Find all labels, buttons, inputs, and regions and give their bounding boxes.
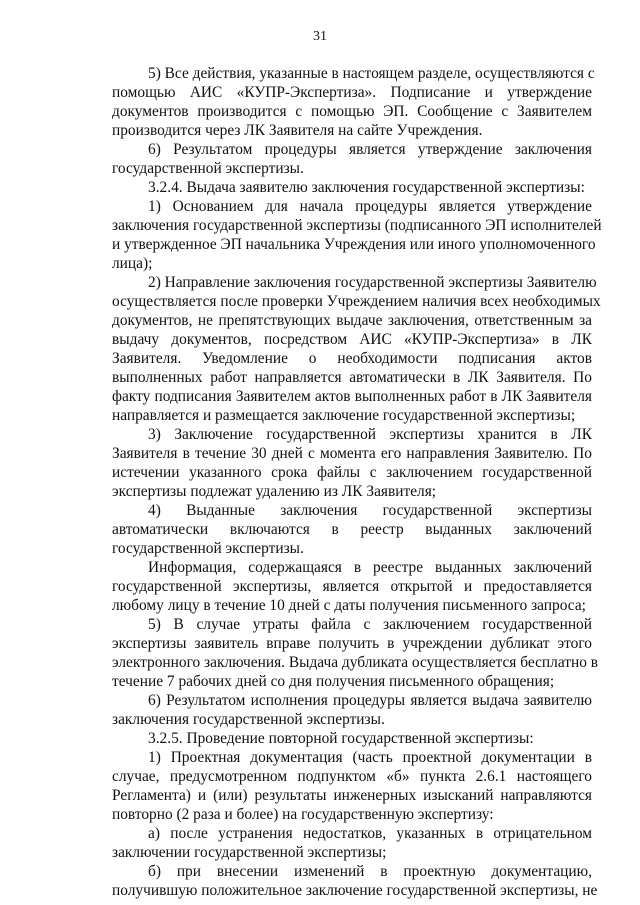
text-line: государственной экспертизы, является открытой и предоставляется [112, 578, 592, 595]
text-line: факту подписания Заявителем актов выполненных работ в ЛК Заявителя [112, 388, 592, 405]
text-line: Заявителя. Уведомление о необходимости подписания актов [112, 350, 592, 367]
text-line: 3) Заключение государственной экспертизы хранится в ЛК [148, 426, 592, 443]
text-line: производится через ЛК Заявителя на сайте Учреждения. [112, 122, 483, 139]
text-line: получившую положительное заключение государственной экспертизы, не [112, 882, 598, 899]
text-line: б) при внесении изменений в проектную документацию, [148, 863, 592, 880]
text-line: заключении государственной экспертизы; [112, 844, 387, 861]
text-line: лица); [112, 255, 153, 272]
text-line: 4) Выданные заключения государственной экспертизы [148, 502, 592, 519]
text-line: 1) Основанием для начала процедуры является утверждение [148, 198, 592, 215]
text-line: 3.2.4. Выдача заявителю заключения государственной экспертизы: [148, 179, 585, 196]
document-body [112, 64, 602, 900]
text-line: а) после устранения недостатков, указанных в отрицательном [148, 825, 592, 842]
text-line: случае, предусмотренном подпунктом «б» пункта 2.6.1 настоящего [112, 768, 592, 785]
text-line: 3.2.5. Проведение повторной государственной экспертизы: [148, 730, 534, 747]
text-line: заключения государственной экспертизы (подписанного ЭП исполнителей [112, 217, 602, 234]
text-line: и утвержденное ЭП начальника Учреждения или иного уполномоченного [112, 236, 596, 253]
text-line: 2) Направление заключения государственной экспертизы Заявителю [148, 274, 597, 291]
text-line: осуществляется после проверки Учреждением наличия всех необходимых [112, 293, 601, 310]
text-line: документов производится с помощью ЭП. Сообщение с Заявителем [112, 103, 592, 120]
text-line: помощью АИС «КУПР-Экспертиза». Подписание и утверждение [112, 84, 592, 101]
text-line: выполненных работ направляется автоматически в ЛК Заявителя. По [112, 369, 592, 386]
text-line: автоматически включаются в реестр выданных заключений [112, 521, 592, 538]
text-line: 1) Проектная документация (часть проектной документации в [148, 749, 592, 766]
text-line: Регламента) и (или) результаты инженерных изысканий направляются [112, 787, 592, 804]
text-line: Информация, содержащаяся в реестре выданных заключений [148, 559, 592, 576]
text-line: Заявителя в течение 30 дней с момента его направления Заявителю. По [112, 445, 592, 462]
text-line: любому лицу в течение 10 дней с даты получения письменного запроса; [112, 597, 586, 614]
text-line: электронного заключения. Выдача дубликата осуществляется бесплатно в [112, 654, 599, 671]
text-line: документов, не препятствующих выдаче заключения, ответственным за [112, 312, 592, 329]
text-line: государственной экспертизы. [112, 160, 304, 177]
text-line: заключения государственной экспертизы. [112, 711, 385, 728]
text-line: 5) В случае утраты файла с заключением государственной [148, 616, 592, 633]
text-line: направляется и размещается заключение государственной экспертизы; [112, 407, 576, 424]
text-line: государственной экспертизы. [112, 540, 304, 557]
text-line: выдачу документов, посредством АИС «КУПР-Экспертиза» в ЛК [112, 331, 592, 348]
text-line: экспертизы подлежат удалению из ЛК Заявителя; [112, 483, 437, 500]
text-line: течение 7 рабочих дней со дня получения письменного обращения; [112, 673, 555, 690]
text-line: повторно (2 раза и более) на государственную экспертизу: [112, 806, 494, 823]
text-line: 5) Все действия, указанные в настоящем разделе, осуществляются с [148, 65, 595, 82]
text-line: истечении указанного срока файлы с заключением государственной [112, 464, 592, 481]
text-line: 6) Результатом исполнения процедуры является выдача заявителю [148, 692, 592, 709]
text-line: экспертизы заявитель вправе получить в учреждении дубликат этого [112, 635, 592, 652]
page-number: 31 [313, 29, 327, 44]
text-line: 6) Результатом процедуры является утверждение заключения [148, 141, 592, 158]
